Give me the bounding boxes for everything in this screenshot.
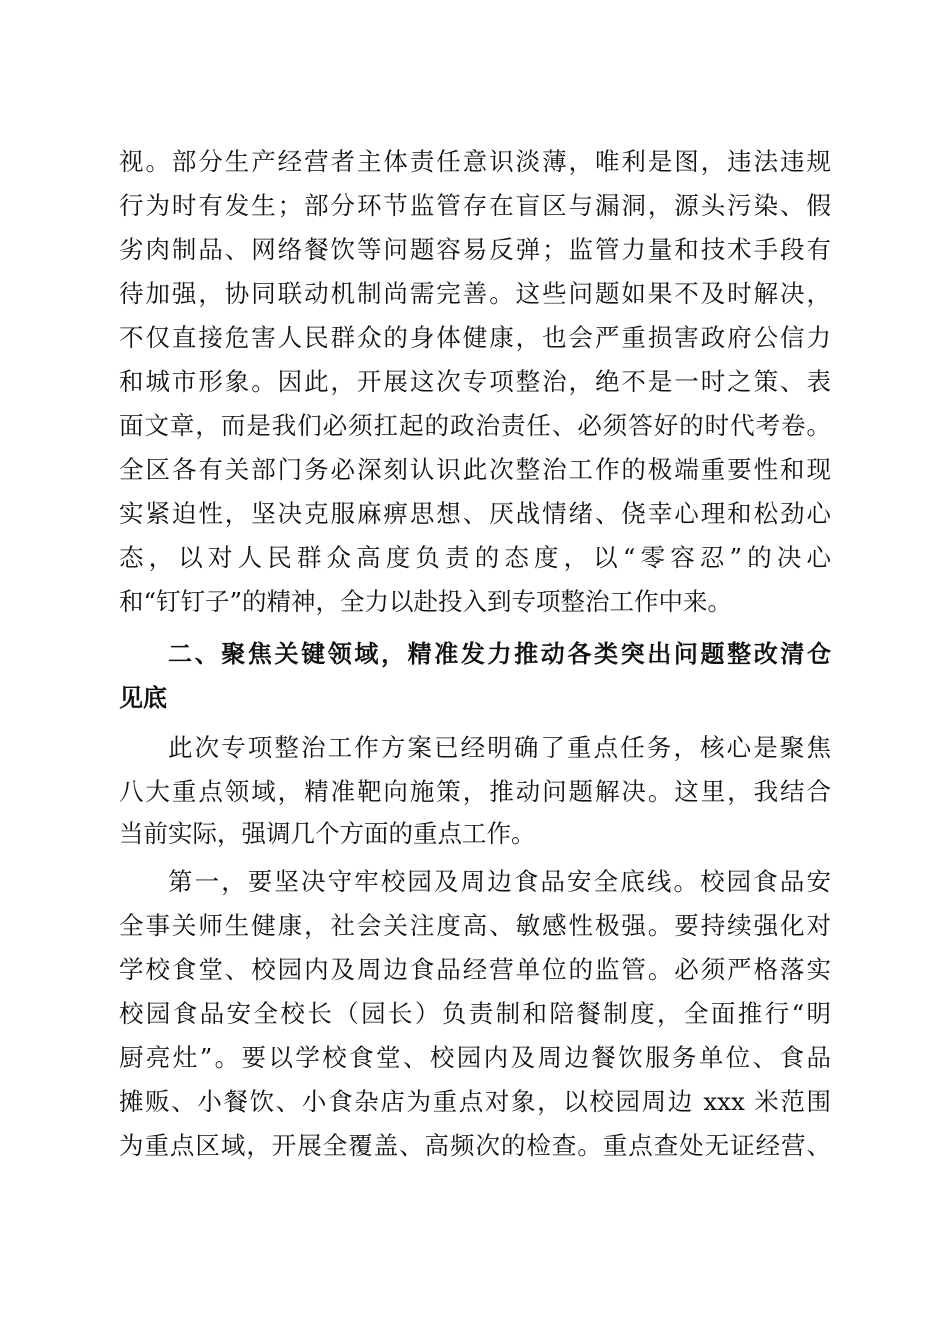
body-text-line: 待加强，协同联动机制尚需完善。这些问题如果不及时解决，: [119, 279, 831, 308]
body-text-line: 为重点区域，开展全覆盖、高频次的检查。重点查处无证经营、: [119, 1131, 831, 1160]
body-text-line: 实紧迫性，坚决克服麻痹思想、厌战情绪、侥幸心理和松劲心: [119, 499, 831, 528]
body-text-line: 全事关师生健康，社会关注度高、敏感性极强。要持续强化对: [119, 911, 831, 940]
body-text-line: 行为时有发生；部分环节监管存在盲区与漏洞，源头污染、假: [119, 191, 831, 220]
body-text-line: 此次专项整治工作方案已经明确了重点任务，核心是聚焦: [168, 733, 831, 762]
body-text-line: 当前实际，强调几个方面的重点工作。: [119, 819, 536, 848]
body-text-line: 厨亮灶”。要以学校食堂、校园内及周边餐饮服务单位、食品: [119, 1043, 831, 1072]
body-text-line: 摊贩、小餐饮、小食杂店为重点对象，以校园周边 xxx 米范围: [119, 1087, 831, 1116]
body-text-line: 和城市形象。因此，开展这次专项整治，绝不是一时之策、表: [119, 367, 831, 396]
section-heading: 二、聚焦关键领域，精准发力推动各类突出问题整改清仓: [168, 640, 831, 668]
body-text-line: 视。部分生产经营者主体责任意识淡薄，唯利是图，违法违规: [119, 147, 831, 176]
body-text-line: 第一，要坚决守牢校园及周边食品安全底线。校园食品安: [168, 867, 831, 896]
body-text-line: 全区各有关部门务必深刻认识此次整治工作的极端重要性和现: [119, 455, 831, 484]
section-heading-continued: 见底: [119, 684, 167, 712]
body-text-line: 态，以对人民群众高度负责的态度，以“零容忍”的决心: [119, 543, 831, 572]
body-text-line: 学校食堂、校园内及周边食品经营单位的监管。必须严格落实: [119, 955, 831, 984]
body-text-line: 劣肉制品、网络餐饮等问题容易反弹；监管力量和技术手段有: [119, 235, 831, 264]
body-text-line: 面文章，而是我们必须扛起的政治责任、必须答好的时代考卷。: [119, 411, 831, 440]
body-text-line: 校园食品安全校长（园长）负责制和陪餐制度，全面推行“明: [119, 999, 831, 1028]
body-text-line: 八大重点领域，精准靶向施策，推动问题解决。这里，我结合: [119, 777, 831, 806]
body-text-line: 和“钉钉子”的精神，全力以赴投入到专项整治工作中来。: [119, 587, 733, 616]
body-text-line: 不仅直接危害人民群众的身体健康，也会严重损害政府公信力: [119, 323, 831, 352]
